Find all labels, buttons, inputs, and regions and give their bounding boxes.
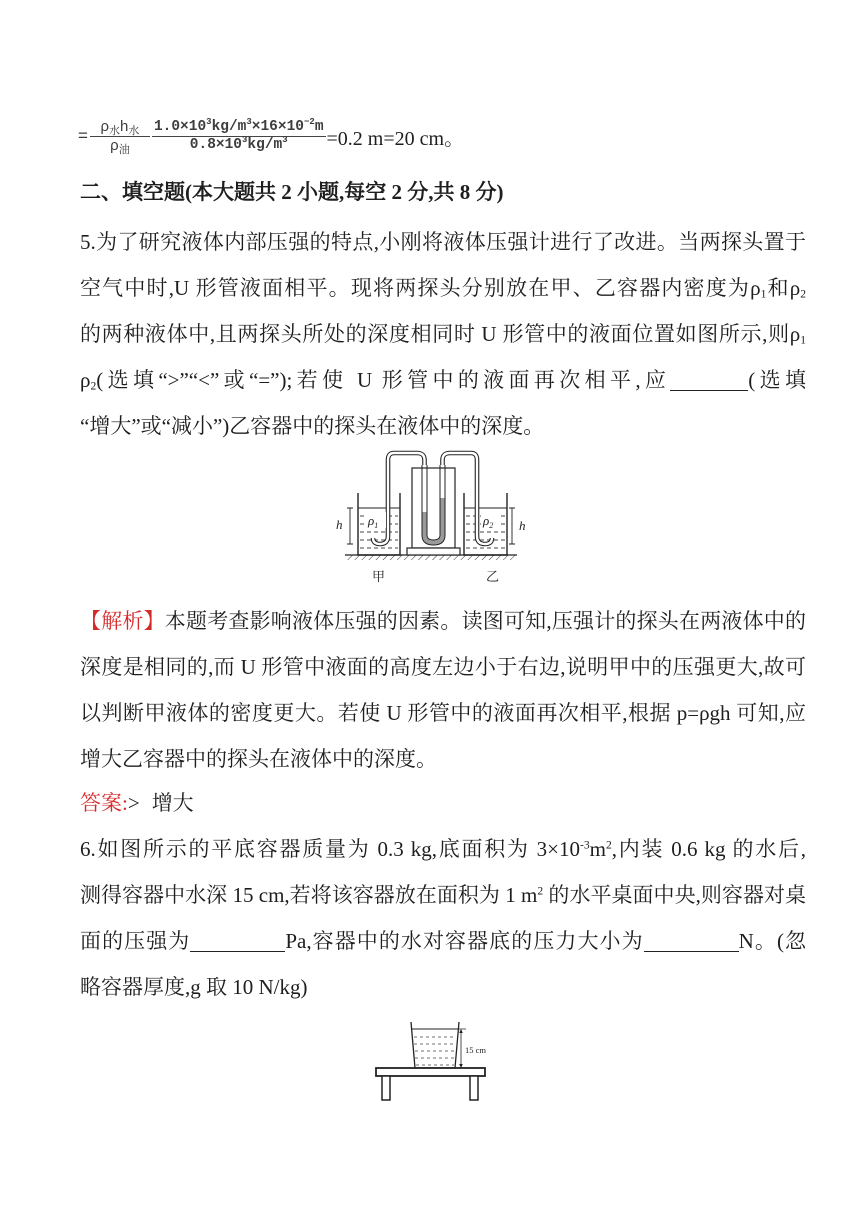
superscript: 3 [246,116,252,127]
formula [78,110,464,162]
text-run: 的水平桌面中央,则容器对桌 [543,883,806,907]
depth-label: 15 cm [465,1045,487,1055]
text-line [80,219,806,265]
text-line [80,872,806,918]
text-run: N。(忽 [738,929,807,953]
text-run: m [589,837,606,861]
text-run: 6.如图所示的平底容器质量为 0.3 kg,底面积为 3×10 [80,837,581,861]
depth-dimension-right [509,508,515,544]
analysis [80,598,806,782]
formula-equals: = [78,126,88,145]
superscript: 2 [537,885,544,898]
rho-symbol: ρ [368,513,375,528]
subscript: 1 [760,288,767,301]
text-run: “增大”或“减小”)乙容器中的探头在液体中的深度。 [80,414,545,438]
superscript: 3 [206,116,212,127]
question-6 [80,826,806,1010]
fraction-numeric [152,116,326,154]
text-line [80,736,806,782]
text-run: ×16×10 [251,118,304,135]
subscript: 1 [800,334,806,347]
text-run: ρ [80,368,91,392]
text-line [80,690,806,736]
text-line [80,644,806,690]
text-line [80,311,806,357]
rho-symbol: ρ [100,117,110,135]
text-run: 1.0×10 [153,118,207,135]
pressure-gauge-figure [330,450,535,590]
text-run: 面的压强为 [80,929,191,953]
container-on-table-figure [370,1012,500,1107]
section-heading: 二、填空题(本大题共 2 小题,每空 2 分,共 8 分) [80,180,504,204]
text-run: 本题考查影响液体压强的因素。读图可知,压强计的探头在两液体中的 [164,609,807,633]
answer-line [80,780,806,826]
container-label-yi: 乙 [486,569,500,584]
ground-hatching [345,555,517,560]
fraction-denominator [90,137,150,155]
text-run: ,内装 0.6 kg 的水后, [611,837,807,861]
fraction-density-ratio [90,118,150,155]
superscript: 3 [282,134,288,145]
answer-blank [670,369,748,391]
answer-label: 答案: [80,791,128,815]
subscript: 水 [109,124,121,137]
answer-blank [190,930,285,952]
text-run: 5.为了研究液体内部压强的特点,小刚将液体压强计进行了改进。当两探头置于 [80,230,806,254]
text-run: 增大乙容器中的探头在液体中的深度。 [80,747,437,771]
text-run: kg/m [211,118,247,135]
question-5 [80,219,806,449]
superscript: 3 [242,134,248,145]
text-run: 的两种液体中,且两探头所处的深度相同时 U 形管中的液面位置如图所示,则ρ [80,322,801,346]
text-line [80,826,806,872]
text-line [80,918,806,964]
subscript: 1 [374,521,379,530]
h-symbol: h [120,117,129,135]
fraction-numerator [90,118,150,137]
text-run: (选填“>”“<”或“=”);若使 U 形管中的液面再次相平,应 [96,368,671,392]
text-run: kg/m [247,136,283,153]
superscript: −2 [304,116,315,127]
h-label-left: h [336,517,343,532]
subscript: 油 [118,143,130,156]
formula-result: =0.2 m=20 cm。 [326,127,465,150]
text-run: Pa,容器中的水对容器底的压力大小为 [285,929,644,953]
h-label-right: h [519,518,526,533]
container [411,1022,459,1068]
depth-dimension-left [347,508,353,544]
text-run: m [314,118,324,135]
text-run: 0.8×10 [189,136,243,153]
text-line [80,357,806,403]
subscript: 水 [128,124,140,137]
text-run: 深度是相同的,而 U 形管中液面的高度左边小于右边,说明甲中的压强更大,故可 [80,655,806,679]
container-label-jia: 甲 [372,569,386,584]
table [376,1068,485,1100]
rho-symbol: ρ [483,513,490,528]
rho-symbol: ρ [110,136,119,154]
text-run: 测得容器中水深 15 cm,若将该容器放在面积为 1 m [80,883,538,907]
answer-value-2: 增大 [151,791,194,815]
answer-blank [644,930,739,952]
fraction-denominator [152,134,326,154]
analysis-label: 【解析】 [80,609,165,633]
answer-value-1: > [127,791,140,815]
text-line [80,403,806,449]
text-run: (选填 [748,368,806,392]
subscript: 2 [800,288,806,301]
superscript: 2 [606,839,612,852]
text-line [80,265,806,311]
text-run: 空气中时,U 形管液面相平。现将两探头分别放在甲、乙容器内密度为ρ [80,276,761,300]
superscript: -3 [580,839,590,852]
text-run: 以判断甲液体的密度更大。若使 U 形管中的液面再次相平,根据 p=ρgh 可知,应 [80,701,806,725]
text-run: 和ρ [766,276,801,300]
fraction-numerator [152,116,326,137]
subscript: 2 [489,521,494,530]
text-line [80,964,806,1010]
text-line [80,598,806,644]
subscript: 2 [90,380,97,393]
text-run: 略容器厚度,g 取 10 N/kg) [80,975,308,999]
